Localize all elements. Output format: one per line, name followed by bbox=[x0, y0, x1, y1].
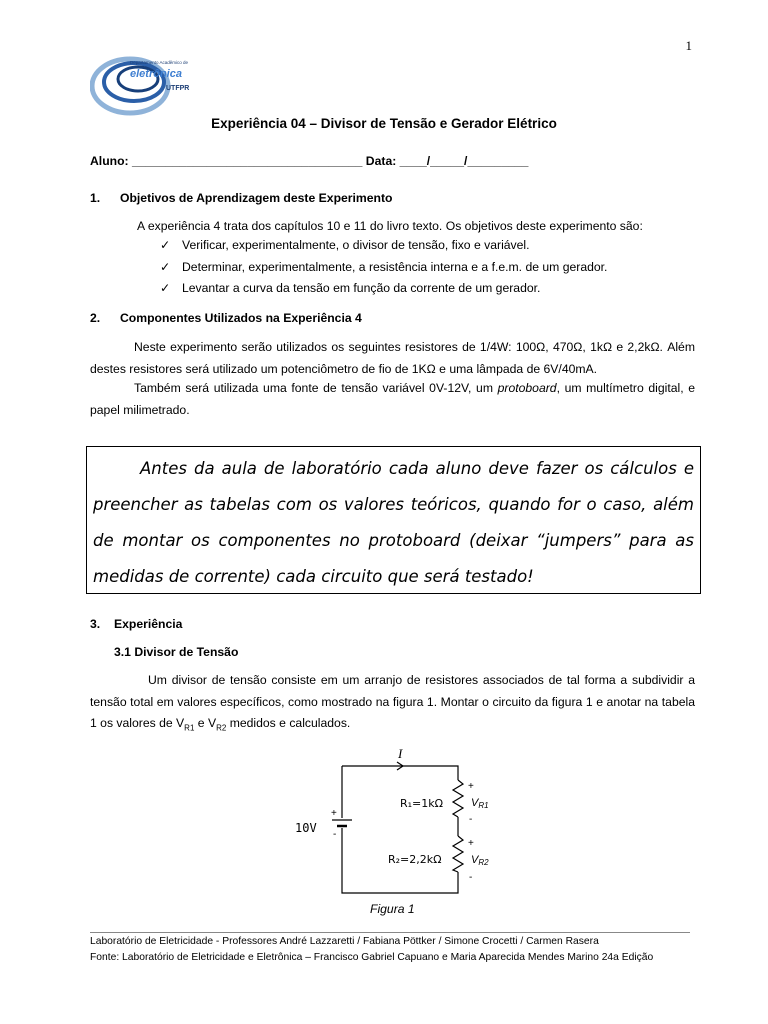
objective-item: ✓ Determinar, experimentalmente, a resistência interna e a f.e.m. de um gerador. bbox=[160, 260, 608, 274]
vr1-plus: + bbox=[468, 781, 474, 792]
subsection-heading: 3.1 Divisor de Tensão bbox=[114, 645, 239, 659]
source-label: 10V bbox=[295, 821, 317, 835]
checkmark-icon: ✓ bbox=[160, 260, 171, 274]
footer-divider bbox=[90, 932, 690, 933]
student-line: Aluno: __________________________________ Data: ____/_____/_________ bbox=[90, 154, 529, 168]
section3-paragraph: Um divisor de tensão consiste em um arranjo de resistores associados de tal forma a subdividir a tensão total em valores específicos, como mostrado na figura 1. Montar o circuito da figura 1 e anotar na tabela 1 os valores de $V_{R1}$ e $V_{R2}$ medidos e calculados. bbox=[90, 673, 695, 733]
r1-label: R₁=1kΩ bbox=[400, 797, 444, 810]
department-logo bbox=[90, 48, 196, 118]
resistor-r1 bbox=[453, 780, 463, 817]
current-label: I bbox=[398, 746, 403, 761]
vr1-minus: - bbox=[469, 814, 473, 825]
logo-institution: UTFPR bbox=[166, 85, 190, 92]
checkmark-icon: ✓ bbox=[160, 238, 171, 252]
vr2-plus: + bbox=[468, 838, 474, 849]
resistor-r2 bbox=[453, 836, 463, 872]
source-minus: - bbox=[333, 829, 337, 840]
section3-heading: Experiência bbox=[114, 617, 183, 631]
document-title: Experiência 04 – Divisor de Tensão e Gerador Elétrico bbox=[211, 116, 557, 131]
section1-heading: Objetivos de Aprendizagem deste Experimento bbox=[120, 191, 393, 205]
section1-intro: A experiência 4 trata dos capítulos 10 e 11 do livro texto. Os objetivos deste experimento são: bbox=[137, 219, 643, 233]
notice-text: Antes da aula de laboratório cada aluno deve fazer os cálculos e preencher as tabelas com os valores teóricos, quando for o caso, além de montar os componentes no protoboard (deixar “jumpers” para as medidas de corrente) cada circuito que será testado! bbox=[93, 459, 694, 586]
vr1-label: VR1 bbox=[471, 797, 489, 810]
section2-paragraph2: Também será utilizada uma fonte de tensão variável 0V-12V, um protoboard, um multímetro digital, e papel milimetrado. bbox=[90, 381, 695, 417]
source-plus: + bbox=[331, 808, 337, 819]
logo-word: eletrônica bbox=[130, 68, 182, 80]
vr2-minus: - bbox=[469, 872, 473, 883]
r2-label: R₂=2,2kΩ bbox=[388, 853, 442, 866]
page-number: 1 bbox=[685, 38, 692, 53]
footer-source: Fonte: Laboratório de Eletricidade e Eletrônica – Francisco Gabriel Capuano e Maria Aparecida Mendes Marino 24a Edição bbox=[90, 952, 654, 963]
section2-paragraph1: Neste experimento serão utilizados os seguintes resistores de 1/4W: 100Ω, 470Ω, 1kΩ e 2,2kΩ. Além destes resistores será utilizado um potenciômetro de fio de 1KΩ e uma lâmpada de 6V/40mA. bbox=[90, 340, 695, 376]
section2-heading: Componentes Utilizados na Experiência 4 bbox=[120, 311, 362, 325]
logo-line1: Departamento Acadêmico de bbox=[130, 60, 189, 65]
section3-number: 3. bbox=[90, 617, 101, 631]
vr2-label: VR2 bbox=[471, 854, 489, 867]
objective-item: ✓ Levantar a curva da tensão em função da corrente de um gerador. bbox=[160, 281, 541, 295]
figure-caption: Figura 1 bbox=[370, 902, 415, 916]
footer-credits: Laboratório de Eletricidade - Professores André Lazzaretti / Fabiana Pöttker / Simone Crocetti / Carmen Rasera bbox=[90, 936, 599, 947]
checkmark-icon: ✓ bbox=[160, 281, 171, 295]
section2-number: 2. bbox=[90, 311, 101, 325]
voltage-divider-circuit bbox=[280, 742, 510, 902]
pre-lab-notice bbox=[86, 446, 701, 594]
section1-number: 1. bbox=[90, 191, 101, 205]
objective-item: ✓ Verificar, experimentalmente, o divisor de tensão, fixo e variável. bbox=[160, 238, 530, 252]
